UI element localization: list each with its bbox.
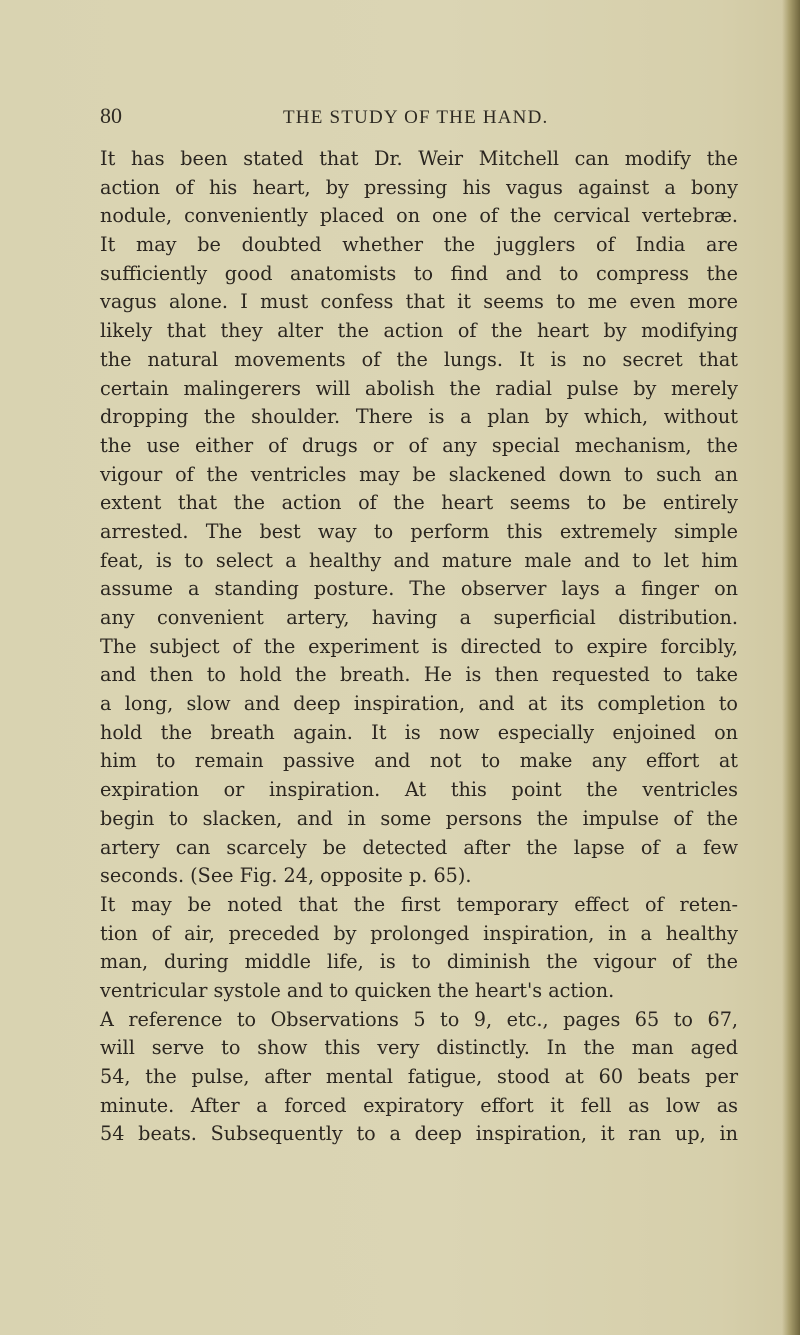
text-line: vigour of the ventricles may be slackened down to such an	[100, 462, 738, 486]
text-line: nodule, conveniently placed on one of the cervical vertebræ.	[100, 204, 738, 228]
body-text	[100, 145, 738, 1149]
page-header	[0, 103, 800, 133]
text-line: likely that they alter the action of the heart by modifying	[100, 319, 738, 343]
text-line: It may be doubted whether the jugglers of India are	[100, 233, 738, 257]
text-line: 54 beats. Subsequently to a deep inspiration, it ran up, in	[100, 1122, 738, 1146]
text-line: minute. After a forced expiratory effort it fell as low as	[100, 1093, 738, 1117]
text-line: begin to slacken, and in some persons the impulse of the	[100, 806, 738, 830]
text-line: It may be noted that the first temporary effect of reten-	[100, 892, 738, 916]
text-line: will serve to show this very distinctly. In the man aged	[100, 1036, 738, 1060]
text-line: extent that the action of the heart seems to be entirely	[100, 491, 738, 515]
text-line: assume a standing posture. The observer lays a finger on	[100, 577, 738, 601]
text-line: A reference to Observations 5 to 9, etc., pages 65 to 67,	[100, 1007, 738, 1031]
text-line: feat, is to select a healthy and mature male and to let him	[100, 548, 738, 572]
text-line: ventricular systole and to quicken the heart's action.	[100, 978, 615, 1002]
text-line: tion of air, preceded by prolonged inspiration, in a healthy	[100, 921, 738, 945]
text-line: man, during middle life, is to diminish the vigour of the	[100, 950, 738, 974]
text-line: 54, the pulse, after mental fatigue, stood at 60 beats per	[100, 1065, 738, 1088]
running-head: THE STUDY OF THE HAND.	[283, 107, 549, 128]
text-line: any convenient artery, having a superficial distribution.	[100, 606, 738, 629]
text-line: sufficiently good anatomists to find and to compress the	[100, 261, 738, 285]
text-line: action of his heart, by pressing his vagus against a bony	[100, 175, 738, 199]
text-line: the use either of drugs or of any special mechanism, the	[100, 433, 738, 457]
text-line: vagus alone. I must confess that it seems to me even more	[100, 290, 738, 314]
text-line: arrested. The best way to perform this extremely simple	[100, 519, 738, 543]
page-edge-shadow	[782, 0, 800, 1335]
text-line: him to remain passive and not to make any effort at	[100, 749, 738, 773]
text-line: seconds. (See Fig. 24, opposite p. 65).	[100, 864, 472, 888]
text-line: the natural movements of the lungs. It is no secret that	[100, 347, 738, 371]
text-line: a long, slow and deep inspiration, and at its completion to	[100, 692, 738, 716]
page-number: 80	[100, 103, 122, 128]
text-line: dropping the shoulder. There is a plan by which, without	[100, 405, 738, 429]
text-line: hold the breath again. It is now especially enjoined on	[100, 720, 738, 744]
text-line: expiration or inspiration. At this point the ventricles	[100, 778, 738, 802]
text-line: The subject of the experiment is directed to expire forcibly,	[100, 634, 738, 658]
text-line: certain malingerers will abolish the radial pulse by merely	[100, 376, 738, 400]
text-line: artery can scarcely be detected after the lapse of a few	[100, 835, 738, 859]
text-line: and then to hold the breath. He is then requested to take	[100, 663, 738, 687]
text-line: It has been stated that Dr. Weir Mitchell can modify the	[100, 147, 738, 170]
